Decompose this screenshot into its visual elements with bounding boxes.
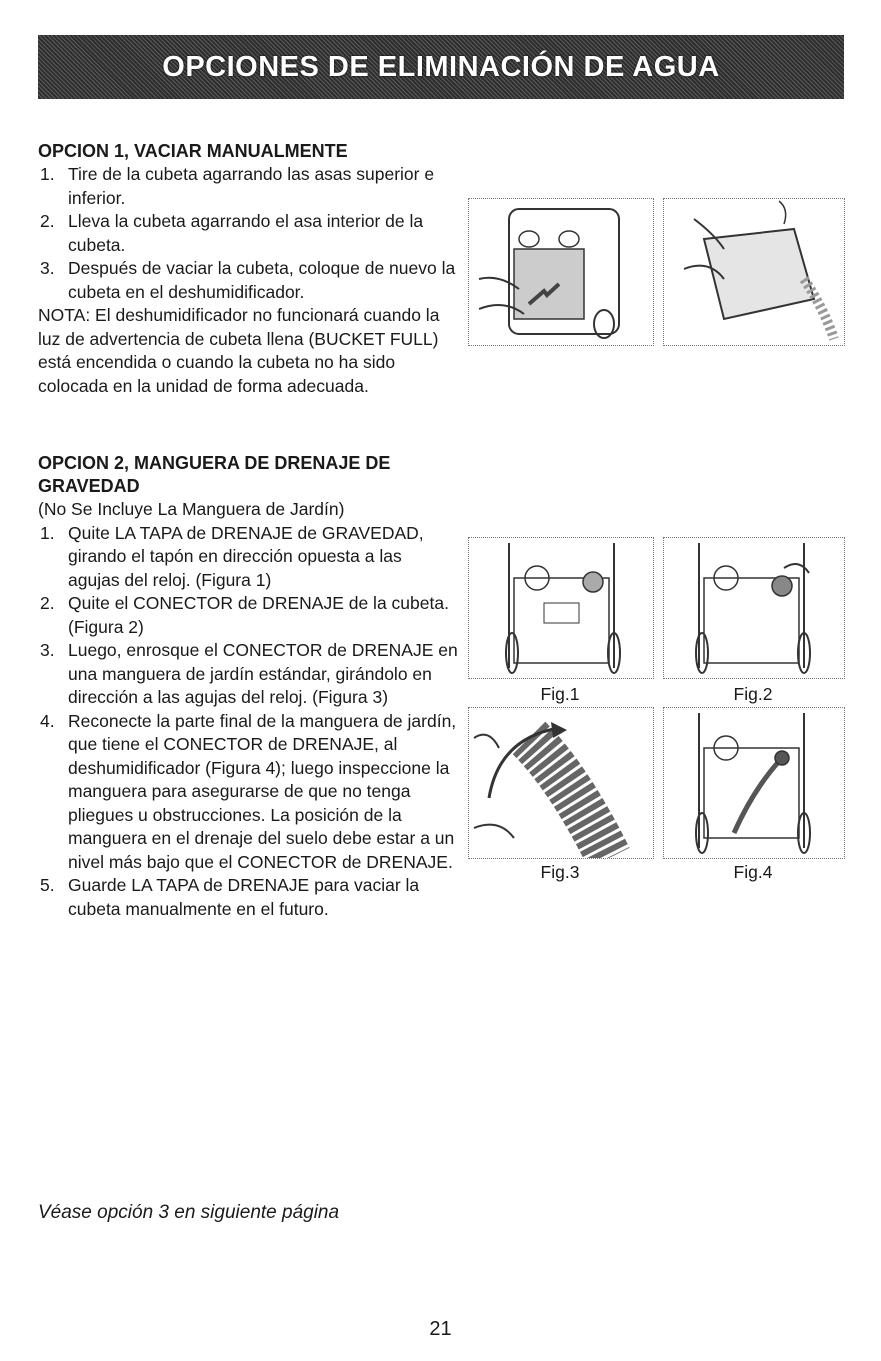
drain-connector-icon	[664, 538, 844, 678]
figure-3-caption: Fig.3	[540, 862, 580, 882]
list-item: 4. Reconecte la parte final de la manguera de jardín, que tiene el CONECTOR de DRENAJE, al deshumidificador (Figura 4); luego inspeccione la manguera para asegurarse de que no tenga pliegues u obstrucciones. La posición de la manguera en el drenaje del suelo debe estar a un nivel más bajo que el CONECTOR de DRENAJE.	[40, 710, 457, 872]
option1-steps	[38, 163, 458, 304]
drain-cap-icon	[469, 538, 653, 678]
next-page-note: Véase opción 3 en siguiente página	[38, 1202, 340, 1223]
banner-title: OPCIONES DE ELIMINACIÓN DE AGUA	[162, 50, 720, 83]
list-item: 3. Después de vaciar la cubeta, coloque de nuevo la cubeta en el deshumidificador.	[40, 258, 456, 302]
page-number: 21	[429, 1318, 452, 1340]
section-banner	[38, 35, 844, 99]
garden-hose-icon	[469, 708, 653, 858]
figure-1	[468, 537, 654, 679]
bucket-pull-icon	[469, 199, 653, 345]
bucket-pour-icon	[664, 199, 844, 345]
bucket-empty-illustration	[663, 198, 845, 346]
hose-connected-icon	[664, 708, 844, 858]
option2-steps	[38, 522, 458, 922]
option1-note: NOTA: El deshumidificador no funcionará cuando la luz de advertencia de cubeta llena (BUCKET FULL) está encendida o cuando la cubeta no ha sido colocada en la unidad de forma adecuada.	[38, 305, 440, 396]
list-item: 2. Quite el CONECTOR de DRENAJE de la cubeta. (Figura 2)	[40, 593, 449, 637]
list-item: 5. Guarde LA TAPA de DRENAJE para vaciar la cubeta manualmente en el futuro.	[40, 875, 420, 919]
option1-title: OPCION 1, VACIAR MANUALMENTE	[38, 141, 348, 161]
list-item: 3. Luego, enrosque el CONECTOR de DRENAJE en una manguera de jardín estándar, girándolo en dirección a las agujas del reloj. (Figura 3)	[40, 640, 458, 707]
option2-title: OPCION 2, MANGUERA DE DRENAJE DE GRAVEDAD	[38, 453, 391, 496]
figure-2-caption: Fig.2	[733, 684, 773, 704]
option1-section	[38, 140, 458, 398]
list-item: 1. Tire de la cubeta agarrando las asas superior e inferior.	[40, 164, 435, 208]
figure-2	[663, 537, 845, 679]
figure-4-caption: Fig.4	[733, 862, 773, 882]
figure-3	[468, 707, 654, 859]
list-item: 1. Quite LA TAPA de DRENAJE de GRAVEDAD, girando el tapón en dirección opuesta a las agujas del reloj. (Figura 1)	[40, 522, 424, 590]
option2-section	[38, 452, 458, 921]
figure-1-caption: Fig.1	[540, 684, 580, 704]
figure-4	[663, 707, 845, 859]
bucket-removal-illustration	[468, 198, 654, 346]
option2-subtitle: (No Se Incluye La Manguera de Jardín)	[38, 499, 345, 519]
list-item: 2. Lleva la cubeta agarrando el asa interior de la cubeta.	[40, 211, 424, 255]
